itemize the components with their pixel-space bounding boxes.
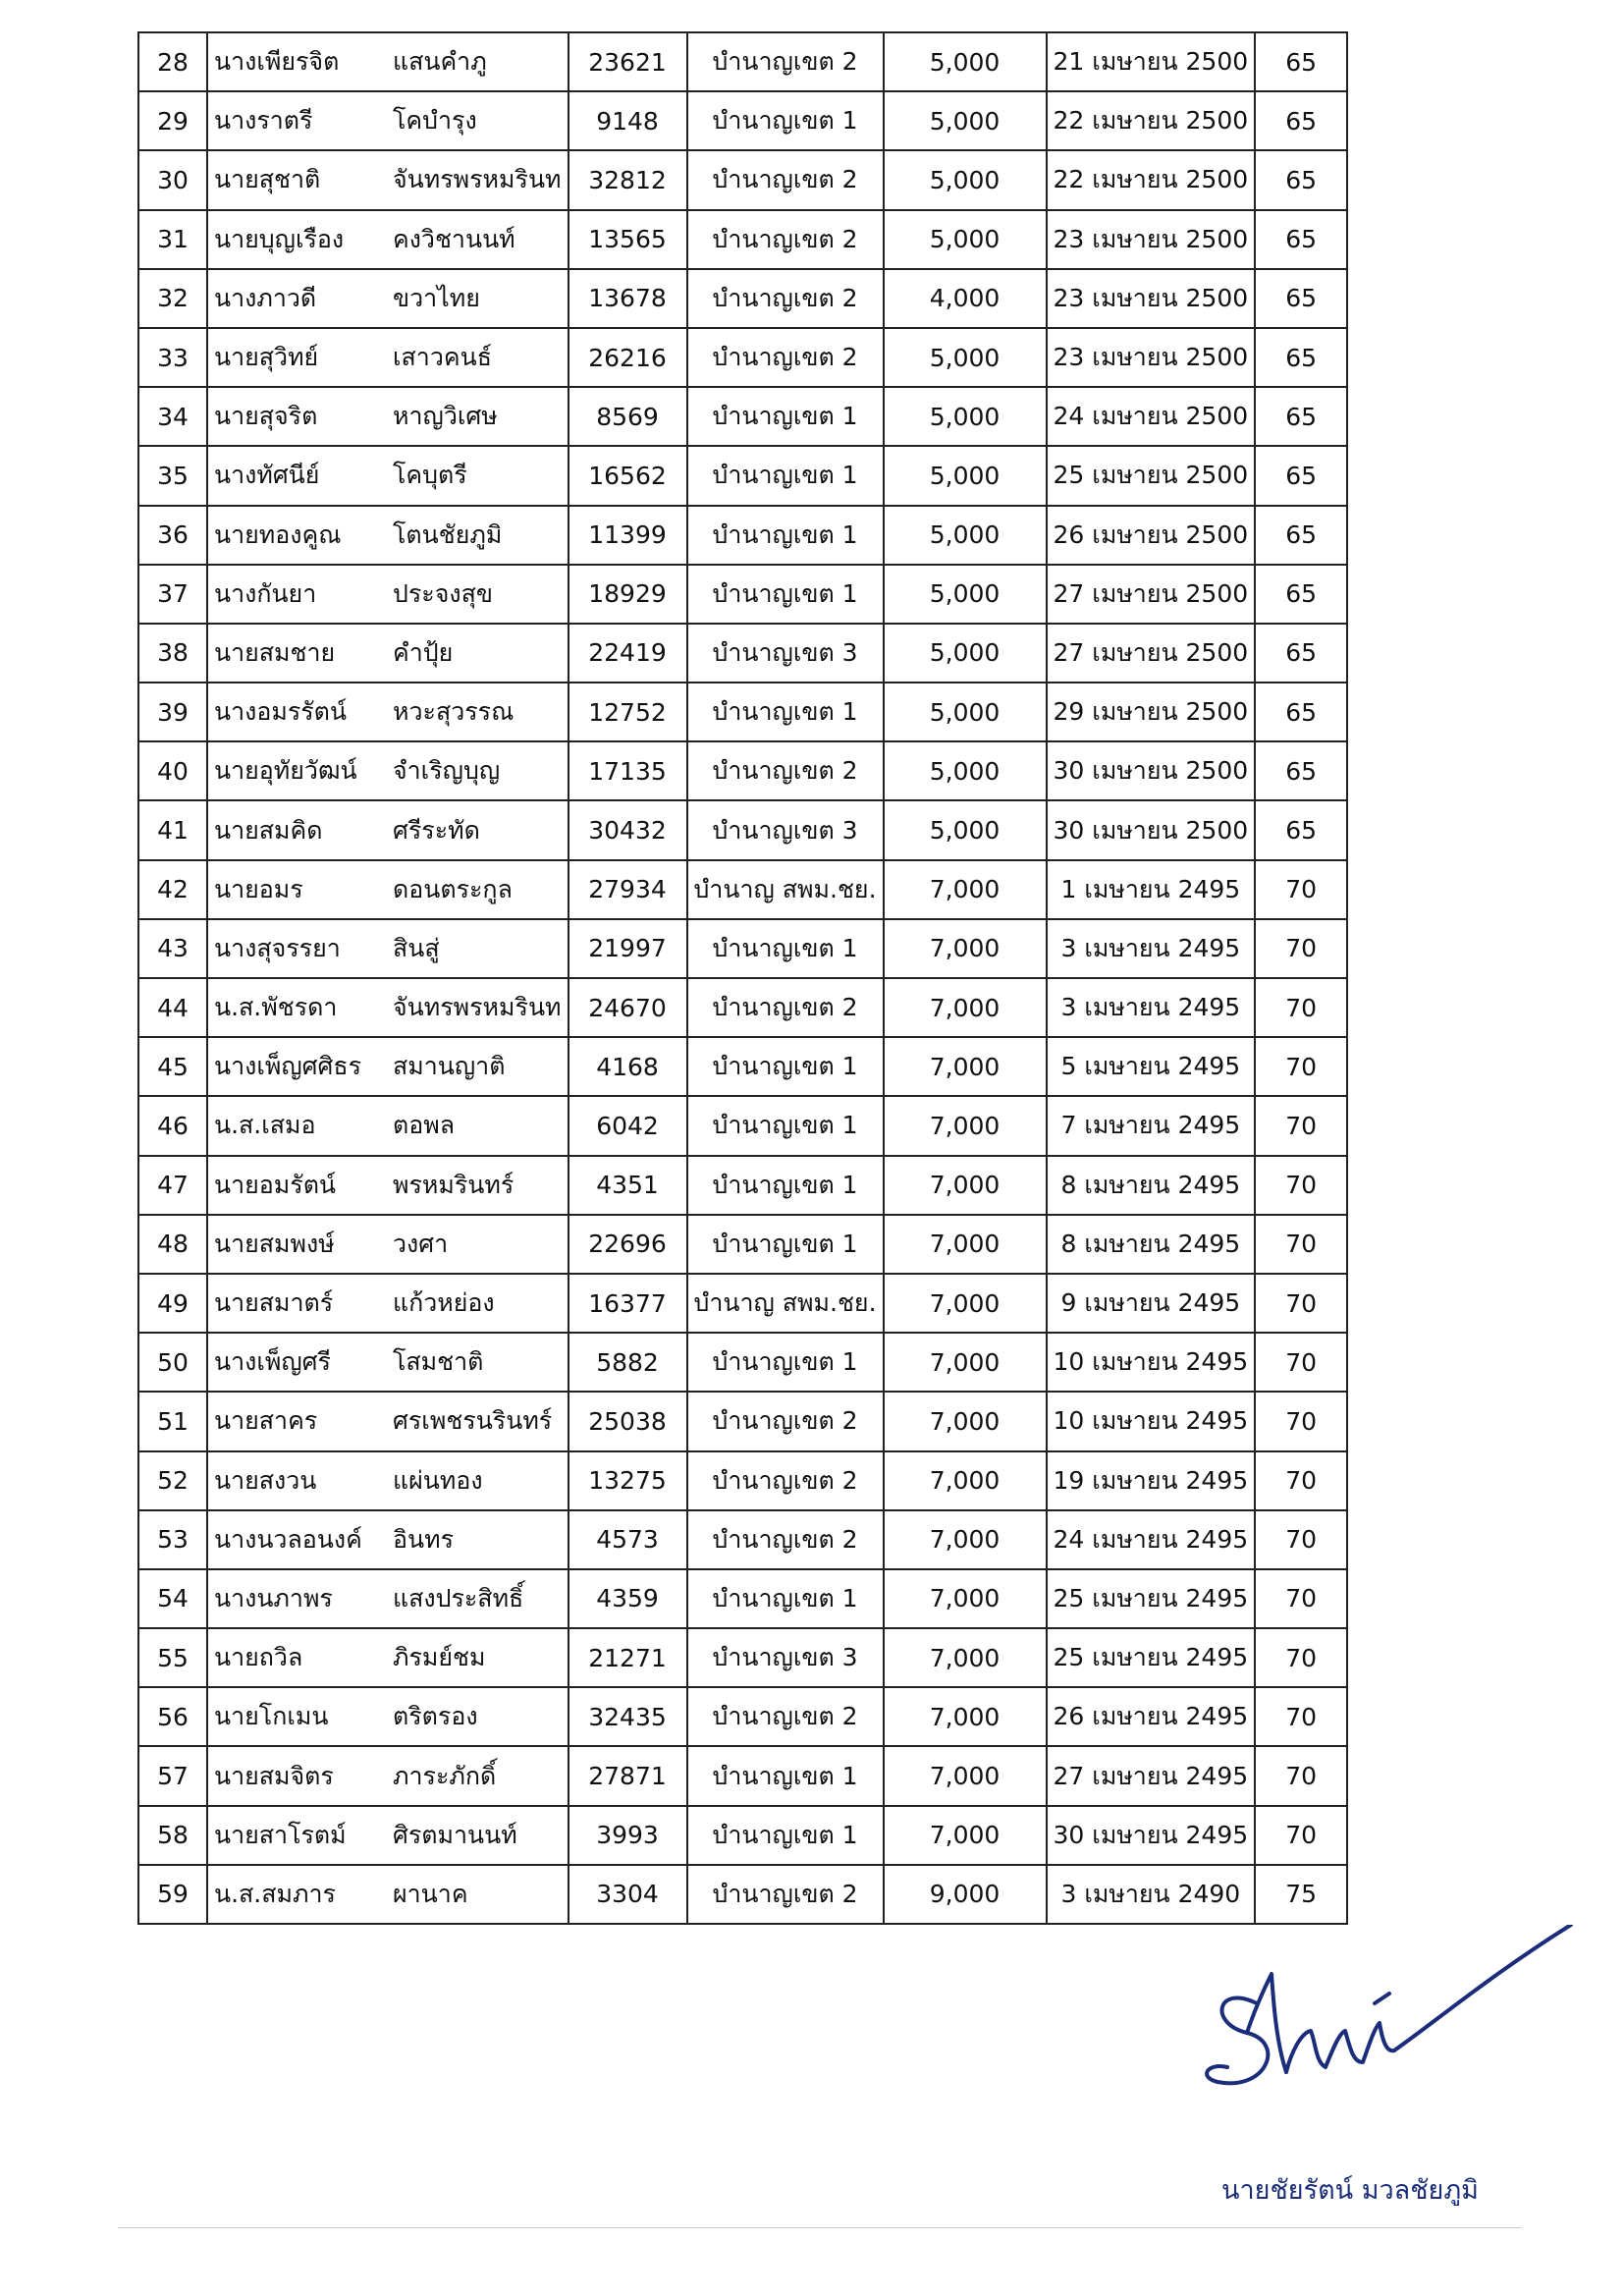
first-name-cell: นายทองคูณ bbox=[207, 506, 387, 565]
age-cell: 70 bbox=[1255, 1215, 1347, 1274]
row-number-cell: 38 bbox=[138, 624, 207, 683]
row-number-cell: 37 bbox=[138, 565, 207, 624]
row-number-cell: 52 bbox=[138, 1451, 207, 1510]
pension-type-cell: บำนาญ สพม.ชย. bbox=[687, 860, 884, 919]
table-body bbox=[138, 32, 1347, 1924]
birth-date-cell: 27 เมษายน 2500 bbox=[1047, 565, 1256, 624]
pension-type-cell: บำนาญเขต 1 bbox=[687, 1333, 884, 1392]
member-id-cell: 22419 bbox=[568, 624, 687, 683]
member-id-cell: 27934 bbox=[568, 860, 687, 919]
last-name-cell: อินทร bbox=[387, 1510, 568, 1569]
pension-type-cell: บำนาญเขต 1 bbox=[687, 1569, 884, 1628]
table-row bbox=[138, 1865, 1347, 1924]
amount-cell: 7,000 bbox=[884, 860, 1047, 919]
pension-type-cell: บำนาญเขต 1 bbox=[687, 1037, 884, 1096]
first-name-cell: นายถวิล bbox=[207, 1628, 387, 1687]
pension-type-cell: บำนาญเขต 1 bbox=[687, 1215, 884, 1274]
age-cell: 65 bbox=[1255, 150, 1347, 209]
divider bbox=[118, 2227, 1522, 2228]
birth-date-cell: 8 เมษายน 2495 bbox=[1047, 1156, 1256, 1215]
amount-cell: 5,000 bbox=[884, 328, 1047, 387]
pension-type-cell: บำนาญเขต 2 bbox=[687, 1510, 884, 1569]
first-name-cell: นายสุจริต bbox=[207, 387, 387, 446]
member-id-cell: 27871 bbox=[568, 1746, 687, 1805]
table-row bbox=[138, 328, 1347, 387]
pension-type-cell: บำนาญเขต 3 bbox=[687, 1628, 884, 1687]
table-row bbox=[138, 1037, 1347, 1096]
member-id-cell: 21997 bbox=[568, 919, 687, 978]
row-number-cell: 47 bbox=[138, 1156, 207, 1215]
last-name-cell: โตนชัยภูมิ bbox=[387, 506, 568, 565]
first-name-cell: น.ส.สมภาร bbox=[207, 1865, 387, 1924]
last-name-cell: จันทรพรหมรินท bbox=[387, 978, 568, 1037]
amount-cell: 7,000 bbox=[884, 1569, 1047, 1628]
amount-cell: 7,000 bbox=[884, 1510, 1047, 1569]
row-number-cell: 39 bbox=[138, 683, 207, 741]
first-name-cell: นางภาวดี bbox=[207, 269, 387, 328]
member-id-cell: 5882 bbox=[568, 1333, 687, 1392]
first-name-cell: นางเพียรจิต bbox=[207, 32, 387, 91]
member-id-cell: 16562 bbox=[568, 446, 687, 505]
pension-type-cell: บำนาญเขต 3 bbox=[687, 624, 884, 683]
member-id-cell: 32435 bbox=[568, 1687, 687, 1746]
member-id-cell: 4359 bbox=[568, 1569, 687, 1628]
row-number-cell: 35 bbox=[138, 446, 207, 505]
table-row bbox=[138, 1569, 1347, 1628]
age-cell: 70 bbox=[1255, 1392, 1347, 1450]
first-name-cell: นายสมจิตร bbox=[207, 1746, 387, 1805]
birth-date-cell: 22 เมษายน 2500 bbox=[1047, 150, 1256, 209]
last-name-cell: ศิรตมานนท์ bbox=[387, 1806, 568, 1865]
birth-date-cell: 26 เมษายน 2500 bbox=[1047, 506, 1256, 565]
table-row bbox=[138, 1156, 1347, 1215]
first-name-cell: นายสมาตร์ bbox=[207, 1274, 387, 1333]
amount-cell: 7,000 bbox=[884, 1451, 1047, 1510]
pension-type-cell: บำนาญเขต 1 bbox=[687, 1806, 884, 1865]
row-number-cell: 29 bbox=[138, 91, 207, 150]
birth-date-cell: 27 เมษายน 2500 bbox=[1047, 624, 1256, 683]
member-id-cell: 13678 bbox=[568, 269, 687, 328]
first-name-cell: นายสาโรตม์ bbox=[207, 1806, 387, 1865]
amount-cell: 7,000 bbox=[884, 1096, 1047, 1155]
first-name-cell: นายสาคร bbox=[207, 1392, 387, 1450]
age-cell: 70 bbox=[1255, 1628, 1347, 1687]
member-id-cell: 4168 bbox=[568, 1037, 687, 1096]
age-cell: 65 bbox=[1255, 624, 1347, 683]
pensioner-table bbox=[137, 31, 1348, 1925]
row-number-cell: 59 bbox=[138, 1865, 207, 1924]
age-cell: 65 bbox=[1255, 210, 1347, 269]
row-number-cell: 44 bbox=[138, 978, 207, 1037]
age-cell: 65 bbox=[1255, 565, 1347, 624]
member-id-cell: 32812 bbox=[568, 150, 687, 209]
table-row bbox=[138, 1746, 1347, 1805]
member-id-cell: 4573 bbox=[568, 1510, 687, 1569]
pension-type-cell: บำนาญเขต 2 bbox=[687, 978, 884, 1037]
age-cell: 70 bbox=[1255, 1687, 1347, 1746]
member-id-cell: 21271 bbox=[568, 1628, 687, 1687]
member-id-cell: 6042 bbox=[568, 1096, 687, 1155]
row-number-cell: 33 bbox=[138, 328, 207, 387]
first-name-cell: นางอมรรัตน์ bbox=[207, 683, 387, 741]
signer-name: นายชัยรัตน์ มวลชัยภูมิ bbox=[1221, 2175, 1479, 2206]
birth-date-cell: 25 เมษายน 2495 bbox=[1047, 1569, 1256, 1628]
row-number-cell: 32 bbox=[138, 269, 207, 328]
row-number-cell: 41 bbox=[138, 800, 207, 859]
birth-date-cell: 23 เมษายน 2500 bbox=[1047, 328, 1256, 387]
table-row bbox=[138, 919, 1347, 978]
row-number-cell: 42 bbox=[138, 860, 207, 919]
birth-date-cell: 29 เมษายน 2500 bbox=[1047, 683, 1256, 741]
pension-type-cell: บำนาญเขต 1 bbox=[687, 565, 884, 624]
last-name-cell: โสมชาติ bbox=[387, 1333, 568, 1392]
member-id-cell: 22696 bbox=[568, 1215, 687, 1274]
age-cell: 65 bbox=[1255, 32, 1347, 91]
table-row bbox=[138, 1510, 1347, 1569]
table-row bbox=[138, 1274, 1347, 1333]
last-name-cell: แผ่นทอง bbox=[387, 1451, 568, 1510]
age-cell: 70 bbox=[1255, 1274, 1347, 1333]
amount-cell: 5,000 bbox=[884, 210, 1047, 269]
age-cell: 70 bbox=[1255, 1451, 1347, 1510]
last-name-cell: โคบุตรี bbox=[387, 446, 568, 505]
last-name-cell: คำปุ้ย bbox=[387, 624, 568, 683]
member-id-cell: 3993 bbox=[568, 1806, 687, 1865]
member-id-cell: 18929 bbox=[568, 565, 687, 624]
amount-cell: 5,000 bbox=[884, 565, 1047, 624]
table-row bbox=[138, 446, 1347, 505]
member-id-cell: 24670 bbox=[568, 978, 687, 1037]
birth-date-cell: 19 เมษายน 2495 bbox=[1047, 1451, 1256, 1510]
last-name-cell: ดอนตระกูล bbox=[387, 860, 568, 919]
last-name-cell: สมานญาติ bbox=[387, 1037, 568, 1096]
row-number-cell: 28 bbox=[138, 32, 207, 91]
pension-type-cell: บำนาญเขต 2 bbox=[687, 32, 884, 91]
member-id-cell: 3304 bbox=[568, 1865, 687, 1924]
row-number-cell: 57 bbox=[138, 1746, 207, 1805]
birth-date-cell: 5 เมษายน 2495 bbox=[1047, 1037, 1256, 1096]
pension-type-cell: บำนาญเขต 1 bbox=[687, 446, 884, 505]
age-cell: 65 bbox=[1255, 683, 1347, 741]
pension-type-cell: บำนาญเขต 1 bbox=[687, 1156, 884, 1215]
amount-cell: 7,000 bbox=[884, 1037, 1047, 1096]
row-number-cell: 50 bbox=[138, 1333, 207, 1392]
amount-cell: 7,000 bbox=[884, 1392, 1047, 1450]
amount-cell: 5,000 bbox=[884, 506, 1047, 565]
member-id-cell: 13275 bbox=[568, 1451, 687, 1510]
age-cell: 70 bbox=[1255, 978, 1347, 1037]
age-cell: 70 bbox=[1255, 1096, 1347, 1155]
pension-type-cell: บำนาญเขต 1 bbox=[687, 91, 884, 150]
last-name-cell: ศรีระทัด bbox=[387, 800, 568, 859]
member-id-cell: 9148 bbox=[568, 91, 687, 150]
last-name-cell: จำเริญบุญ bbox=[387, 741, 568, 800]
last-name-cell: แสนคำภู bbox=[387, 32, 568, 91]
age-cell: 65 bbox=[1255, 741, 1347, 800]
table-row bbox=[138, 683, 1347, 741]
table-row bbox=[138, 269, 1347, 328]
first-name-cell: นางเพ็ญศรี bbox=[207, 1333, 387, 1392]
row-number-cell: 30 bbox=[138, 150, 207, 209]
table-row bbox=[138, 860, 1347, 919]
table-row bbox=[138, 1451, 1347, 1510]
birth-date-cell: 22 เมษายน 2500 bbox=[1047, 91, 1256, 150]
first-name-cell: นายสมคิด bbox=[207, 800, 387, 859]
age-cell: 70 bbox=[1255, 1569, 1347, 1628]
first-name-cell: นายอุทัยวัฒน์ bbox=[207, 741, 387, 800]
amount-cell: 5,000 bbox=[884, 624, 1047, 683]
table-row bbox=[138, 32, 1347, 91]
pension-type-cell: บำนาญ สพม.ชย. bbox=[687, 1274, 884, 1333]
first-name-cell: นายสุชาติ bbox=[207, 150, 387, 209]
pension-type-cell: บำนาญเขต 1 bbox=[687, 919, 884, 978]
age-cell: 70 bbox=[1255, 1746, 1347, 1805]
pension-type-cell: บำนาญเขต 1 bbox=[687, 683, 884, 741]
birth-date-cell: 24 เมษายน 2495 bbox=[1047, 1510, 1256, 1569]
birth-date-cell: 9 เมษายน 2495 bbox=[1047, 1274, 1256, 1333]
first-name-cell: นายอมร bbox=[207, 860, 387, 919]
amount-cell: 4,000 bbox=[884, 269, 1047, 328]
last-name-cell: พรหมรินทร์ bbox=[387, 1156, 568, 1215]
pension-type-cell: บำนาญเขต 1 bbox=[687, 1746, 884, 1805]
amount-cell: 7,000 bbox=[884, 1806, 1047, 1865]
first-name-cell: นายอมรัตน์ bbox=[207, 1156, 387, 1215]
table-row bbox=[138, 800, 1347, 859]
table-row bbox=[138, 150, 1347, 209]
pension-type-cell: บำนาญเขต 1 bbox=[687, 387, 884, 446]
first-name-cell: นายสงวน bbox=[207, 1451, 387, 1510]
pension-type-cell: บำนาญเขต 1 bbox=[687, 506, 884, 565]
amount-cell: 5,000 bbox=[884, 32, 1047, 91]
first-name-cell: นางเพ็ญศศิธร bbox=[207, 1037, 387, 1096]
last-name-cell: ภิรมย์ชม bbox=[387, 1628, 568, 1687]
pension-type-cell: บำนาญเขต 3 bbox=[687, 800, 884, 859]
birth-date-cell: 30 เมษายน 2500 bbox=[1047, 741, 1256, 800]
row-number-cell: 53 bbox=[138, 1510, 207, 1569]
first-name-cell: นางราตรี bbox=[207, 91, 387, 150]
table-row bbox=[138, 1392, 1347, 1450]
pension-type-cell: บำนาญเขต 2 bbox=[687, 1451, 884, 1510]
table-row bbox=[138, 91, 1347, 150]
last-name-cell: ขวาไทย bbox=[387, 269, 568, 328]
pension-type-cell: บำนาญเขต 2 bbox=[687, 328, 884, 387]
age-cell: 70 bbox=[1255, 1037, 1347, 1096]
first-name-cell: น.ส.พัชรดา bbox=[207, 978, 387, 1037]
row-number-cell: 43 bbox=[138, 919, 207, 978]
last-name-cell: หาญวิเศษ bbox=[387, 387, 568, 446]
last-name-cell: ตอพล bbox=[387, 1096, 568, 1155]
first-name-cell: นายสมชาย bbox=[207, 624, 387, 683]
last-name-cell: สินสู่ bbox=[387, 919, 568, 978]
member-id-cell: 16377 bbox=[568, 1274, 687, 1333]
age-cell: 70 bbox=[1255, 1333, 1347, 1392]
amount-cell: 7,000 bbox=[884, 1156, 1047, 1215]
amount-cell: 5,000 bbox=[884, 683, 1047, 741]
pension-type-cell: บำนาญเขต 2 bbox=[687, 150, 884, 209]
age-cell: 70 bbox=[1255, 860, 1347, 919]
row-number-cell: 56 bbox=[138, 1687, 207, 1746]
amount-cell: 5,000 bbox=[884, 91, 1047, 150]
table-row bbox=[138, 741, 1347, 800]
table-row bbox=[138, 978, 1347, 1037]
age-cell: 65 bbox=[1255, 269, 1347, 328]
birth-date-cell: 25 เมษายน 2495 bbox=[1047, 1628, 1256, 1687]
amount-cell: 9,000 bbox=[884, 1865, 1047, 1924]
birth-date-cell: 27 เมษายน 2495 bbox=[1047, 1746, 1256, 1805]
table-row bbox=[138, 1096, 1347, 1155]
member-id-cell: 23621 bbox=[568, 32, 687, 91]
amount-cell: 7,000 bbox=[884, 978, 1047, 1037]
age-cell: 65 bbox=[1255, 800, 1347, 859]
birth-date-cell: 3 เมษายน 2495 bbox=[1047, 919, 1256, 978]
table-row bbox=[138, 1628, 1347, 1687]
member-id-cell: 30432 bbox=[568, 800, 687, 859]
amount-cell: 5,000 bbox=[884, 741, 1047, 800]
row-number-cell: 40 bbox=[138, 741, 207, 800]
member-id-cell: 26216 bbox=[568, 328, 687, 387]
age-cell: 70 bbox=[1255, 1156, 1347, 1215]
amount-cell: 7,000 bbox=[884, 1746, 1047, 1805]
member-id-cell: 4351 bbox=[568, 1156, 687, 1215]
first-name-cell: นายสมพงษ์ bbox=[207, 1215, 387, 1274]
first-name-cell: นายโกเมน bbox=[207, 1687, 387, 1746]
first-name-cell: นายสุวิทย์ bbox=[207, 328, 387, 387]
row-number-cell: 48 bbox=[138, 1215, 207, 1274]
table-row bbox=[138, 1687, 1347, 1746]
table-row bbox=[138, 1333, 1347, 1392]
amount-cell: 5,000 bbox=[884, 150, 1047, 209]
last-name-cell: แสงประสิทธิ์ bbox=[387, 1569, 568, 1628]
row-number-cell: 46 bbox=[138, 1096, 207, 1155]
table-row bbox=[138, 506, 1347, 565]
age-cell: 70 bbox=[1255, 1806, 1347, 1865]
last-name-cell: หวะสุวรรณ bbox=[387, 683, 568, 741]
last-name-cell: จันทรพรหมรินท bbox=[387, 150, 568, 209]
member-id-cell: 11399 bbox=[568, 506, 687, 565]
age-cell: 65 bbox=[1255, 387, 1347, 446]
amount-cell: 5,000 bbox=[884, 387, 1047, 446]
age-cell: 65 bbox=[1255, 91, 1347, 150]
first-name-cell: นางนภาพร bbox=[207, 1569, 387, 1628]
pension-type-cell: บำนาญเขต 2 bbox=[687, 210, 884, 269]
last-name-cell: ผานาค bbox=[387, 1865, 568, 1924]
birth-date-cell: 1 เมษายน 2495 bbox=[1047, 860, 1256, 919]
birth-date-cell: 3 เมษายน 2495 bbox=[1047, 978, 1256, 1037]
first-name-cell: นายบุญเรือง bbox=[207, 210, 387, 269]
age-cell: 70 bbox=[1255, 919, 1347, 978]
first-name-cell: นางนวลอนงค์ bbox=[207, 1510, 387, 1569]
age-cell: 70 bbox=[1255, 1510, 1347, 1569]
member-id-cell: 12752 bbox=[568, 683, 687, 741]
row-number-cell: 55 bbox=[138, 1628, 207, 1687]
table-row bbox=[138, 1806, 1347, 1865]
birth-date-cell: 25 เมษายน 2500 bbox=[1047, 446, 1256, 505]
row-number-cell: 51 bbox=[138, 1392, 207, 1450]
row-number-cell: 45 bbox=[138, 1037, 207, 1096]
age-cell: 65 bbox=[1255, 446, 1347, 505]
pension-type-cell: บำนาญเขต 2 bbox=[687, 1865, 884, 1924]
pension-type-cell: บำนาญเขต 2 bbox=[687, 269, 884, 328]
table-row bbox=[138, 1215, 1347, 1274]
table-row bbox=[138, 624, 1347, 683]
table-row bbox=[138, 387, 1347, 446]
amount-cell: 7,000 bbox=[884, 1333, 1047, 1392]
first-name-cell: นางกันยา bbox=[207, 565, 387, 624]
birth-date-cell: 26 เมษายน 2495 bbox=[1047, 1687, 1256, 1746]
row-number-cell: 49 bbox=[138, 1274, 207, 1333]
member-id-cell: 13565 bbox=[568, 210, 687, 269]
member-id-cell: 17135 bbox=[568, 741, 687, 800]
handwritten-signature bbox=[1178, 1925, 1591, 2131]
birth-date-cell: 7 เมษายน 2495 bbox=[1047, 1096, 1256, 1155]
last-name-cell: ประจงสุข bbox=[387, 565, 568, 624]
pension-type-cell: บำนาญเขต 2 bbox=[687, 741, 884, 800]
row-number-cell: 58 bbox=[138, 1806, 207, 1865]
amount-cell: 5,000 bbox=[884, 800, 1047, 859]
birth-date-cell: 10 เมษายน 2495 bbox=[1047, 1392, 1256, 1450]
amount-cell: 7,000 bbox=[884, 1687, 1047, 1746]
last-name-cell: วงศา bbox=[387, 1215, 568, 1274]
age-cell: 75 bbox=[1255, 1865, 1347, 1924]
pension-type-cell: บำนาญเขต 2 bbox=[687, 1392, 884, 1450]
row-number-cell: 54 bbox=[138, 1569, 207, 1628]
first-name-cell: นางทัศนีย์ bbox=[207, 446, 387, 505]
birth-date-cell: 23 เมษายน 2500 bbox=[1047, 269, 1256, 328]
last-name-cell: ตริตรอง bbox=[387, 1687, 568, 1746]
birth-date-cell: 23 เมษายน 2500 bbox=[1047, 210, 1256, 269]
last-name-cell: ศรเพชรนรินทร์ bbox=[387, 1392, 568, 1450]
birth-date-cell: 30 เมษายน 2495 bbox=[1047, 1806, 1256, 1865]
birth-date-cell: 24 เมษายน 2500 bbox=[1047, 387, 1256, 446]
first-name-cell: น.ส.เสมอ bbox=[207, 1096, 387, 1155]
amount-cell: 7,000 bbox=[884, 1628, 1047, 1687]
last-name-cell: ภาระภักดิ์ bbox=[387, 1746, 568, 1805]
row-number-cell: 36 bbox=[138, 506, 207, 565]
birth-date-cell: 3 เมษายน 2490 bbox=[1047, 1865, 1256, 1924]
amount-cell: 7,000 bbox=[884, 1215, 1047, 1274]
last-name-cell: โคบำรุง bbox=[387, 91, 568, 150]
birth-date-cell: 30 เมษายน 2500 bbox=[1047, 800, 1256, 859]
birth-date-cell: 8 เมษายน 2495 bbox=[1047, 1215, 1256, 1274]
table-row bbox=[138, 565, 1347, 624]
table-row bbox=[138, 210, 1347, 269]
last-name-cell: แก้วหย่อง bbox=[387, 1274, 568, 1333]
row-number-cell: 31 bbox=[138, 210, 207, 269]
member-id-cell: 25038 bbox=[568, 1392, 687, 1450]
last-name-cell: เสาวคนธ์ bbox=[387, 328, 568, 387]
birth-date-cell: 10 เมษายน 2495 bbox=[1047, 1333, 1256, 1392]
amount-cell: 7,000 bbox=[884, 1274, 1047, 1333]
age-cell: 65 bbox=[1255, 506, 1347, 565]
amount-cell: 7,000 bbox=[884, 919, 1047, 978]
first-name-cell: นางสุจรรยา bbox=[207, 919, 387, 978]
row-number-cell: 34 bbox=[138, 387, 207, 446]
birth-date-cell: 21 เมษายน 2500 bbox=[1047, 32, 1256, 91]
last-name-cell: คงวิชานนท์ bbox=[387, 210, 568, 269]
pension-type-cell: บำนาญเขต 2 bbox=[687, 1687, 884, 1746]
amount-cell: 5,000 bbox=[884, 446, 1047, 505]
pension-type-cell: บำนาญเขต 1 bbox=[687, 1096, 884, 1155]
age-cell: 65 bbox=[1255, 328, 1347, 387]
member-id-cell: 8569 bbox=[568, 387, 687, 446]
